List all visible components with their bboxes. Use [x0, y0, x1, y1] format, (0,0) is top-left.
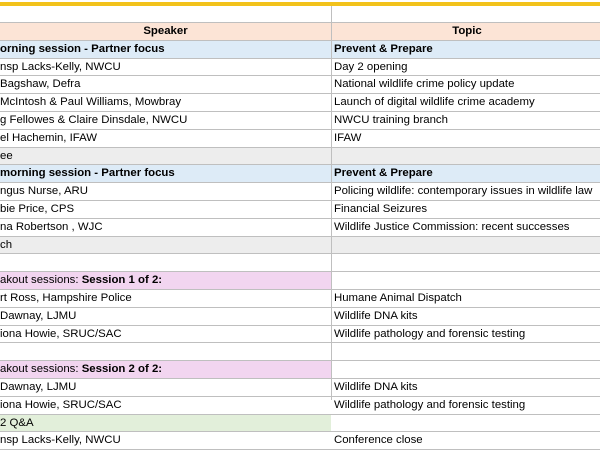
table-row [0, 326, 600, 344]
speaker-cell[interactable] [0, 361, 331, 378]
speaker-cell[interactable]: ngus Nurse, ARU [0, 185, 88, 198]
speaker-cell[interactable]: g Fellowes & Claire Dinsdale, NWCU [0, 113, 188, 126]
topic-cell[interactable] [332, 415, 600, 432]
table-row [0, 94, 600, 112]
topic-cell[interactable]: Policing wildlife: contemporary issues in wildlife law [334, 185, 593, 198]
speaker-cell[interactable]: ee [0, 149, 13, 162]
table-row [0, 59, 600, 77]
speaker-cell[interactable]: 2 Q&A [0, 415, 331, 432]
topic-cell[interactable] [332, 237, 600, 254]
speaker-cell[interactable]: Dawnay, LJMU [0, 380, 77, 393]
topic-cell[interactable]: IFAW [334, 131, 362, 144]
topic-cell[interactable]: Prevent & Prepare [334, 42, 433, 55]
topic-cell[interactable] [332, 148, 600, 165]
speaker-cell[interactable]: nsp Lacks-Kelly, NWCU [0, 60, 121, 73]
table-row [0, 308, 600, 326]
topic-cell[interactable]: Wildlife DNA kits [334, 309, 418, 322]
speaker-cell[interactable] [0, 343, 331, 360]
topic-cell[interactable]: National wildlife crime policy update [334, 78, 515, 91]
table-row [0, 148, 600, 166]
table-row [0, 379, 600, 397]
table-row [0, 201, 600, 219]
table-row [0, 165, 600, 183]
speaker-cell[interactable] [0, 254, 331, 271]
topic-cell[interactable] [332, 254, 600, 271]
topic-cell[interactable]: Wildlife pathology and forensic testing [334, 327, 526, 340]
topic-cell[interactable]: Launch of digital wildlife crime academy [334, 96, 535, 109]
topic-cell[interactable]: Wildlife Justice Commission: recent successes [334, 220, 570, 233]
table-row [0, 290, 600, 308]
session-prefix: akout sessions: [0, 363, 82, 376]
session-prefix: akout sessions: [0, 274, 82, 287]
topic-cell[interactable] [332, 272, 600, 289]
table-row [0, 254, 600, 272]
speaker-cell[interactable]: bie Price, CPS [0, 202, 75, 215]
speaker-cell[interactable]: Bagshaw, Defra [0, 78, 81, 91]
table-row [0, 130, 600, 148]
speaker-cell[interactable] [0, 272, 331, 289]
speaker-cell[interactable]: orning session - Partner focus [0, 42, 165, 55]
column-divider [331, 22, 332, 400]
session-label: Session 1 of 2: [81, 274, 163, 287]
table-row [0, 343, 600, 361]
table-row [0, 237, 600, 255]
speaker-cell[interactable]: iona Howie, SRUC/SAC [0, 398, 122, 411]
table-row [0, 272, 600, 290]
topic-cell[interactable]: Wildlife DNA kits [334, 380, 418, 393]
table-row [0, 432, 600, 450]
topic-cell[interactable]: Humane Animal Dispatch [334, 291, 462, 304]
speaker-cell[interactable]: na Robertson , WJC [0, 220, 103, 233]
table-row [0, 112, 600, 130]
topic-cell[interactable]: Day 2 opening [334, 60, 408, 73]
topic-cell[interactable] [332, 343, 600, 360]
table-row [0, 183, 600, 201]
speaker-cell[interactable]: rt Ross, Hampshire Police [0, 291, 132, 304]
topic-cell[interactable]: Prevent & Prepare [334, 167, 433, 180]
table-row [0, 41, 600, 59]
topic-cell[interactable]: Conference close [334, 434, 423, 447]
speaker-cell[interactable]: Dawnay, LJMU [0, 309, 77, 322]
table-row [0, 415, 600, 433]
header-row [0, 22, 600, 41]
speaker-cell[interactable]: McIntosh & Paul Williams, Mowbray [0, 96, 182, 109]
session-label: Session 2 of 2: [81, 363, 163, 376]
table-row [0, 397, 600, 415]
speaker-cell[interactable]: ch [0, 238, 13, 251]
column-divider-top [331, 6, 332, 22]
topic-cell[interactable]: Financial Seizures [334, 202, 428, 215]
spreadsheet-grid [0, 22, 600, 450]
speaker-cell[interactable]: morning session - Partner focus [0, 167, 175, 180]
header-topic[interactable]: Topic [452, 25, 482, 37]
table-row [0, 219, 600, 237]
topic-cell[interactable]: NWCU training branch [334, 113, 448, 126]
speaker-cell[interactable]: iona Howie, SRUC/SAC [0, 327, 122, 340]
accent-bar [0, 2, 600, 6]
table-row [0, 361, 600, 379]
speaker-cell[interactable]: nsp Lacks-Kelly, NWCU [0, 434, 121, 447]
topic-cell[interactable]: Wildlife pathology and forensic testing [334, 398, 526, 411]
top-strip [0, 0, 600, 6]
table-row [0, 76, 600, 94]
header-speaker[interactable]: Speaker [143, 25, 188, 37]
speaker-cell[interactable]: el Hachemin, IFAW [0, 131, 98, 144]
topic-cell[interactable] [332, 361, 600, 378]
